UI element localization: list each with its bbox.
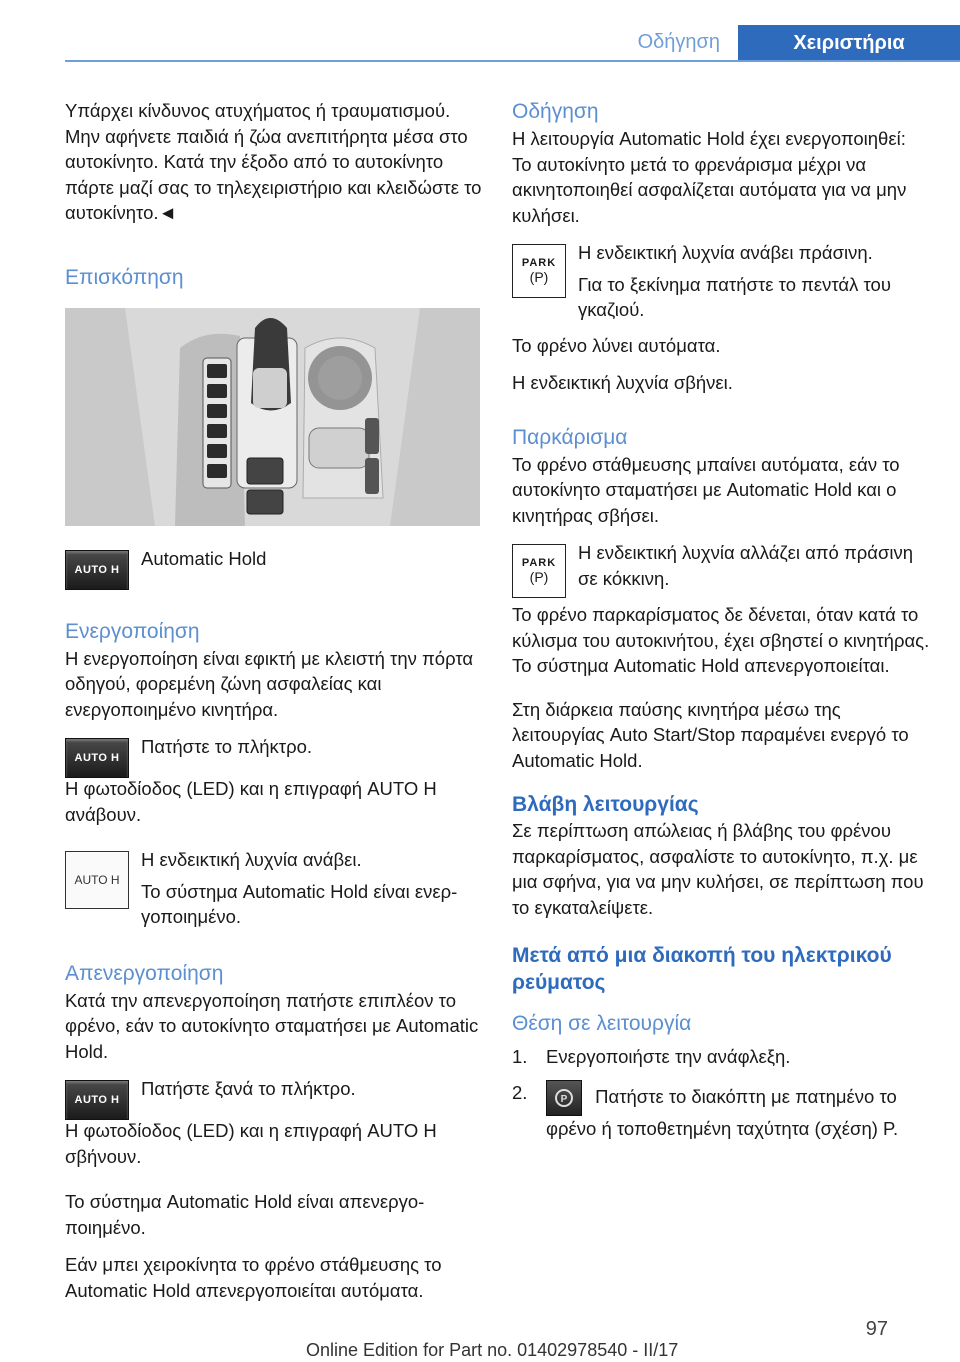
led-off-text: Η φωτοδίοδος (LED) και η επιγραφή AUTO H σβήνουν. [65,1120,437,1167]
driving-text: Η λειτουργία Automatic Hold έχει ενεργοποιηθεί: Το αυτοκίνητο μετά το φρενάρισμα μέχρι να ακινητοποιηθεί ασφαλίζεται αυτόματα για να μην κυλήσει. [512,128,907,226]
park-indicator-icon: PARK (P) [512,544,566,598]
parking-brake-switch-icon [546,1080,582,1116]
start-off-text: Για το ξεκίνημα πατήστε το πεντάλ του γκαζιού. [578,273,891,320]
indicator-on-text: Η ενδεικτική λυχνία ανάβει. [141,849,362,870]
autostart-note: Στη διάρκεια παύσης κινητήρα μέσω της λειτουργίας Auto Start/Stop παραμένει ενεργό το Automatic Hold. [512,698,909,771]
deactivation-text: Κατά την απενεργοποίηση πατήστε επιπλέον το φρένο, εάν το αυτοκίνητο σταματήσει με Automatic Hold. [65,989,479,1062]
system-activated-text: Το σύστημα Automatic Hold είναι ενεργοποιημένο. [141,880,458,927]
step-text: Πατήστε το διακόπτη με πατημένο το φρένο ή τοποθετημένη ταχύτητα (σχέση) P. [546,1085,899,1139]
green-light-text: Η ενδεικτική λυχνία ανάβει πράσινη. [578,242,873,263]
header-rule [65,60,960,62]
operation-heading: Θέση σε λειτουργία [512,1012,692,1035]
tab-controls[interactable]: Χειριστήρια [738,25,960,62]
led-on-text: Η φωτοδίοδος (LED) και η επιγραφή AUTO H ανάβουν. [65,778,437,825]
page-number: 97 [865,1318,888,1340]
step-number: 1. [512,1046,528,1067]
parking-text: Το φρένο στάθμευσης μπαίνει αυτόματα, εάν το αυτοκίνητο σταματήσει με Automatic Hold και ο κινητήρας σβήσει. [512,453,900,526]
brake-release-text: Το φρένο λύνει αυτόματα. [512,334,721,356]
deactivation-heading: Απενεργοποίηση [65,961,224,985]
auto-h-indicator-icon: AUTO H [65,851,129,909]
press-again-row [65,1076,485,1120]
brake-not-applied-text: Το φρένο παρκαρίσματος δε δένεται, όταν κατά το κύλισμα του αυτοκινήτου, έχει σβηστεί ο κινητήρας. Το σύστημα Automatic Hold απενεργοποιείται. [512,604,930,676]
press-button-text: Πατήστε το πλήκτρο. [141,736,313,757]
park-indicator-icon: PARK (P) [512,244,566,298]
malfunction-text: Σε περίπτωση απώλειας ή βλάβης του φρένου παρκαρίσματος, ασφαλίστε το αυτοκίνητο, π.χ. με μια σφήνα, για να μην κυλήσει, σε περίπτωση που το εγκαταλείψετε. [512,820,924,918]
activation-text: Η ενεργοποίηση είναι εφικτή με κλειστή την πόρτα οδηγού, φορεμένη ζώνη ασφαλείας και ενεργοποιημένο κινητήρα. [65,647,474,720]
parking-brake-note: Εάν μπει χειροκίνητα το φρένο στάθμευσης το Automatic Hold απενεργοποιείται αυτόματα. [65,1254,442,1301]
green-to-red-row [512,540,930,598]
press-again-text: Πατήστε ξανά το πλήκτρο. [141,1078,356,1099]
overview-heading: Επισκόπηση [65,265,184,289]
green-to-red-text: Η ενδεικτική λυχνία αλλάζει από πράσινη σε κόκκινη. [578,542,914,589]
warning-text: Υπάρχει κίνδυνος ατυχήματος ή τραυματισμού. Μην αφήνετε παιδιά ή ζώα ανεπιτήρητα μέσα στο αυτοκίνητο. Κατά την έξοδο από το αυτοκίνητο πάρτε μαζί σας το τηλεχειριστήριο και κλειδώστε το αυτοκίνητο.◄ [65,100,482,223]
autohold-label: Automatic Hold [141,547,267,569]
steps-list [512,1044,930,1141]
autohold-legend [65,546,485,590]
tab-driving[interactable]: Οδήγηση [637,31,720,53]
system-deactivated-text: Το σύστημα Automatic Hold είναι απενεργοποιημένο. [65,1191,425,1238]
green-light-row [512,240,930,329]
auto-h-button-icon: AUTO H [65,738,129,778]
activation-heading: Ενεργοποίηση [65,619,200,643]
indicator-row [65,847,485,936]
left-column [65,98,485,1315]
center-console-photo [65,308,480,526]
right-column [512,98,930,1151]
press-button-row [65,734,485,778]
header-bar [65,25,960,62]
edition-footer: Online Edition for Part no. 01402978540 - II/17 [306,1340,679,1360]
auto-h-button-icon: AUTO H [65,1080,129,1120]
malfunction-heading: Βλάβη λειτουργίας [512,793,699,816]
step-number: 2. [512,1081,528,1103]
parking-heading: Παρκάρισμα [512,425,628,449]
list-item [512,1044,930,1070]
light-off-text: Η ενδεικτική λυχνία σβήνει. [512,372,733,393]
power-interruption-heading: Μετά από μια διακοπή του ηλεκτρικού ρεύματος [512,944,892,994]
list-item [512,1080,930,1142]
driving-heading: Οδήγηση [512,100,599,123]
step-text: Ενεργοποιήστε την ανάφλεξη. [546,1046,791,1067]
auto-h-button-icon: AUTO H [65,550,129,590]
svg-text:P: P [560,1093,568,1105]
